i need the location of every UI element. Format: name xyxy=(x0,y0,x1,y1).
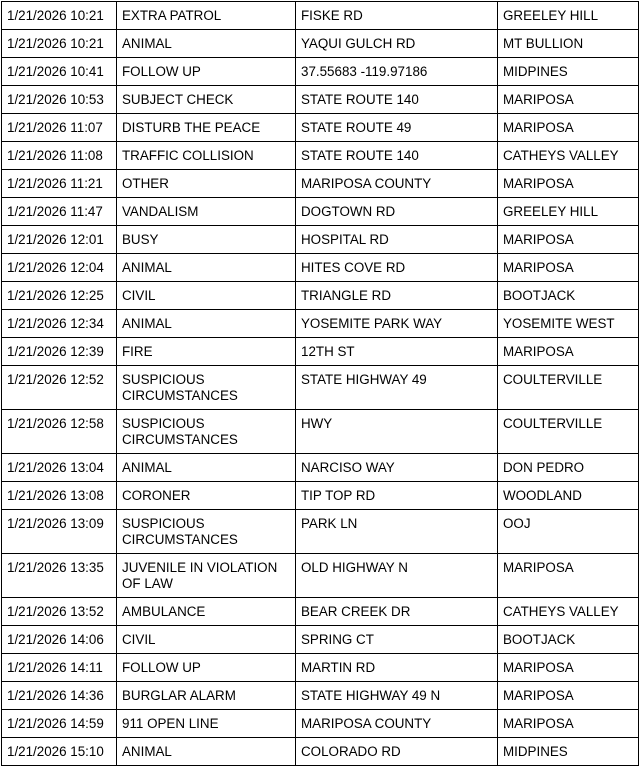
cell-location: FISKE RD xyxy=(296,2,498,30)
cell-datetime: 1/21/2026 14:11 xyxy=(2,654,117,682)
table-row xyxy=(2,510,639,554)
table-row xyxy=(2,410,639,454)
cell-area: MARIPOSA xyxy=(498,114,639,142)
table-row xyxy=(2,58,639,86)
cell-datetime: 1/21/2026 11:08 xyxy=(2,142,117,170)
cell-area: MARIPOSA xyxy=(498,682,639,710)
cell-area: COULTERVILLE xyxy=(498,410,639,454)
cell-datetime: 1/21/2026 13:09 xyxy=(2,510,117,554)
table-row xyxy=(2,114,639,142)
cell-area: MARIPOSA xyxy=(498,654,639,682)
cell-datetime: 1/21/2026 10:53 xyxy=(2,86,117,114)
cell-area: MIDPINES xyxy=(498,58,639,86)
cell-datetime: 1/21/2026 12:01 xyxy=(2,226,117,254)
cell-area: BOOTJACK xyxy=(498,626,639,654)
cell-location: BEAR CREEK DR xyxy=(296,598,498,626)
cell-datetime: 1/21/2026 14:06 xyxy=(2,626,117,654)
cell-area: MT BULLION xyxy=(498,30,639,58)
cell-area: MARIPOSA xyxy=(498,254,639,282)
cell-area: MARIPOSA xyxy=(498,554,639,598)
cell-area: MARIPOSA xyxy=(498,338,639,366)
cell-location: MARIPOSA COUNTY xyxy=(296,170,498,198)
cell-call-type: ANIMAL xyxy=(117,254,296,282)
cell-area: MARIPOSA xyxy=(498,86,639,114)
table-row xyxy=(2,626,639,654)
cell-call-type: OTHER xyxy=(117,170,296,198)
cell-location: TIP TOP RD xyxy=(296,482,498,510)
cell-call-type: ANIMAL xyxy=(117,738,296,766)
cell-location: MARTIN RD xyxy=(296,654,498,682)
cell-datetime: 1/21/2026 10:41 xyxy=(2,58,117,86)
cell-datetime: 1/21/2026 13:04 xyxy=(2,454,117,482)
cell-datetime: 1/21/2026 15:10 xyxy=(2,738,117,766)
cell-area: DON PEDRO xyxy=(498,454,639,482)
incident-log-table xyxy=(1,1,639,766)
cell-location: COLORADO RD xyxy=(296,738,498,766)
cell-location: YAQUI GULCH RD xyxy=(296,30,498,58)
cell-call-type: FOLLOW UP xyxy=(117,58,296,86)
cell-location: NARCISO WAY xyxy=(296,454,498,482)
cell-call-type: SUBJECT CHECK xyxy=(117,86,296,114)
cell-call-type: EXTRA PATROL xyxy=(117,2,296,30)
cell-call-type: DISTURB THE PEACE xyxy=(117,114,296,142)
table-row xyxy=(2,654,639,682)
cell-call-type: ANIMAL xyxy=(117,454,296,482)
cell-area: YOSEMITE WEST xyxy=(498,310,639,338)
cell-area: COULTERVILLE xyxy=(498,366,639,410)
cell-area: OOJ xyxy=(498,510,639,554)
cell-call-type: SUSPICIOUS CIRCUMSTANCES xyxy=(117,410,296,454)
cell-call-type: FIRE xyxy=(117,338,296,366)
table-row xyxy=(2,554,639,598)
cell-location: HWY xyxy=(296,410,498,454)
cell-call-type: VANDALISM xyxy=(117,198,296,226)
cell-area: GREELEY HILL xyxy=(498,2,639,30)
cell-call-type: BUSY xyxy=(117,226,296,254)
cell-area: MARIPOSA xyxy=(498,226,639,254)
cell-location: MARIPOSA COUNTY xyxy=(296,710,498,738)
table-row xyxy=(2,254,639,282)
table-row xyxy=(2,482,639,510)
cell-datetime: 1/21/2026 12:52 xyxy=(2,366,117,410)
cell-call-type: SUSPICIOUS CIRCUMSTANCES xyxy=(117,510,296,554)
cell-datetime: 1/21/2026 12:04 xyxy=(2,254,117,282)
cell-datetime: 1/21/2026 14:59 xyxy=(2,710,117,738)
table-row xyxy=(2,454,639,482)
cell-location: PARK LN xyxy=(296,510,498,554)
table-row xyxy=(2,598,639,626)
cell-location: STATE ROUTE 140 xyxy=(296,142,498,170)
cell-datetime: 1/21/2026 12:25 xyxy=(2,282,117,310)
cell-datetime: 1/21/2026 13:52 xyxy=(2,598,117,626)
cell-call-type: SUSPICIOUS CIRCUMSTANCES xyxy=(117,366,296,410)
cell-call-type: CIVIL xyxy=(117,626,296,654)
cell-area: WOODLAND xyxy=(498,482,639,510)
cell-location: STATE HIGHWAY 49 N xyxy=(296,682,498,710)
cell-datetime: 1/21/2026 13:08 xyxy=(2,482,117,510)
cell-location: STATE ROUTE 140 xyxy=(296,86,498,114)
cell-location: STATE ROUTE 49 xyxy=(296,114,498,142)
table-row xyxy=(2,170,639,198)
cell-location: SPRING CT xyxy=(296,626,498,654)
table-row xyxy=(2,226,639,254)
table-row xyxy=(2,86,639,114)
cell-datetime: 1/21/2026 11:21 xyxy=(2,170,117,198)
cell-datetime: 1/21/2026 13:35 xyxy=(2,554,117,598)
cell-datetime: 1/21/2026 12:58 xyxy=(2,410,117,454)
cell-location: DOGTOWN RD xyxy=(296,198,498,226)
cell-call-type: CORONER xyxy=(117,482,296,510)
cell-area: GREELEY HILL xyxy=(498,198,639,226)
cell-area: MIDPINES xyxy=(498,738,639,766)
cell-call-type: FOLLOW UP xyxy=(117,654,296,682)
cell-datetime: 1/21/2026 11:47 xyxy=(2,198,117,226)
cell-location: HITES COVE RD xyxy=(296,254,498,282)
cell-datetime: 1/21/2026 11:07 xyxy=(2,114,117,142)
cell-call-type: CIVIL xyxy=(117,282,296,310)
cell-call-type: TRAFFIC COLLISION xyxy=(117,142,296,170)
cell-area: MARIPOSA xyxy=(498,710,639,738)
table-row xyxy=(2,682,639,710)
incident-log-body xyxy=(2,2,639,766)
cell-area: BOOTJACK xyxy=(498,282,639,310)
cell-call-type: BURGLAR ALARM xyxy=(117,682,296,710)
cell-area: CATHEYS VALLEY xyxy=(498,142,639,170)
cell-location: HOSPITAL RD xyxy=(296,226,498,254)
cell-area: MARIPOSA xyxy=(498,170,639,198)
cell-datetime: 1/21/2026 10:21 xyxy=(2,2,117,30)
cell-call-type: ANIMAL xyxy=(117,30,296,58)
cell-area: CATHEYS VALLEY xyxy=(498,598,639,626)
cell-location: 12TH ST xyxy=(296,338,498,366)
cell-datetime: 1/21/2026 12:39 xyxy=(2,338,117,366)
table-row xyxy=(2,142,639,170)
table-row xyxy=(2,310,639,338)
cell-datetime: 1/21/2026 14:36 xyxy=(2,682,117,710)
cell-location: 37.55683 -119.97186 xyxy=(296,58,498,86)
table-row xyxy=(2,710,639,738)
table-row xyxy=(2,30,639,58)
table-row xyxy=(2,282,639,310)
cell-datetime: 1/21/2026 12:34 xyxy=(2,310,117,338)
table-row xyxy=(2,2,639,30)
cell-call-type: JUVENILE IN VIOLATION OF LAW xyxy=(117,554,296,598)
cell-location: STATE HIGHWAY 49 xyxy=(296,366,498,410)
cell-call-type: AMBULANCE xyxy=(117,598,296,626)
cell-datetime: 1/21/2026 10:21 xyxy=(2,30,117,58)
cell-call-type: ANIMAL xyxy=(117,310,296,338)
cell-location: OLD HIGHWAY N xyxy=(296,554,498,598)
cell-call-type: 911 OPEN LINE xyxy=(117,710,296,738)
table-row xyxy=(2,738,639,766)
cell-location: YOSEMITE PARK WAY xyxy=(296,310,498,338)
table-row xyxy=(2,366,639,410)
table-row xyxy=(2,198,639,226)
table-row xyxy=(2,338,639,366)
cell-location: TRIANGLE RD xyxy=(296,282,498,310)
